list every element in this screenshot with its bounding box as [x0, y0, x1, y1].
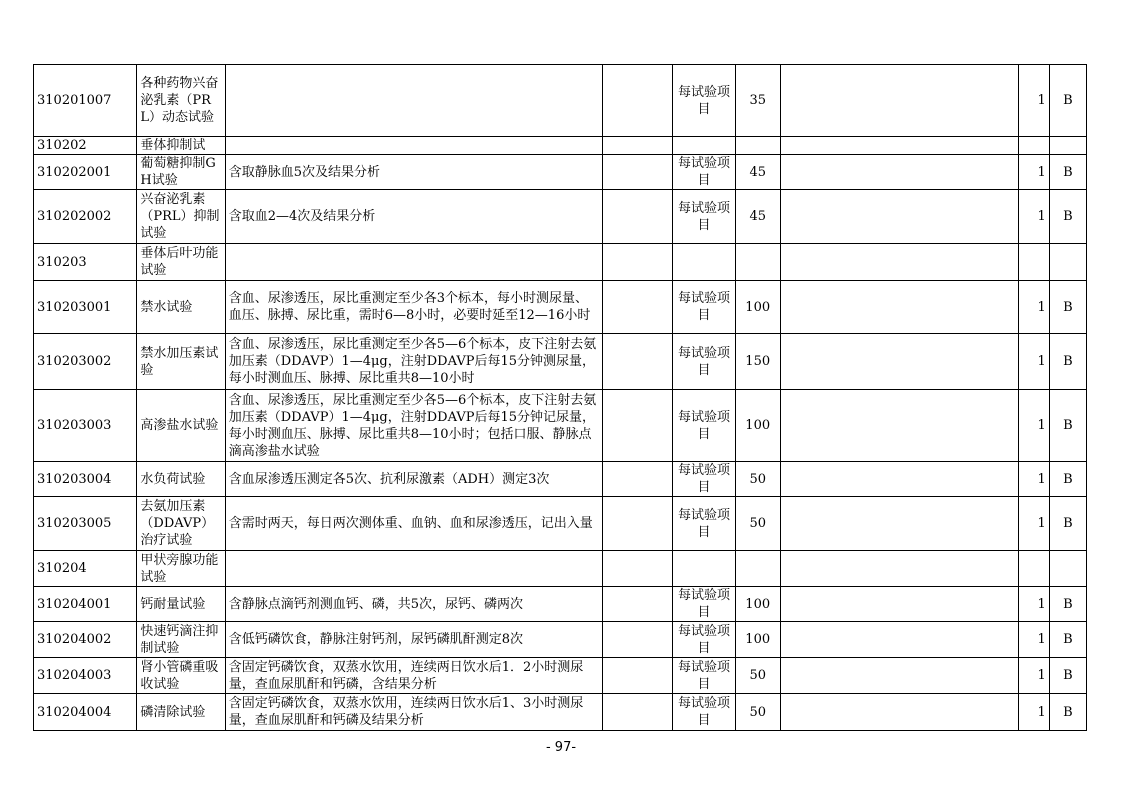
price-cell: 100: [735, 390, 780, 462]
item-name-cell: 高渗盐水试验: [137, 390, 225, 462]
note-cell: [780, 155, 1018, 190]
note-cell: [780, 462, 1018, 497]
item-content-cell: 含取静脉血5次及结果分析: [225, 155, 602, 190]
note-cell: [780, 137, 1018, 155]
table-body: [34, 65, 1087, 731]
price-cell: 100: [735, 622, 780, 658]
item-name-cell: 磷清除试验: [137, 694, 225, 731]
note-cell: [780, 658, 1018, 694]
price-cell: 100: [735, 281, 780, 334]
price-cell: [735, 551, 780, 587]
table-row: [34, 587, 1087, 622]
item-name-cell: 快速钙滴注抑制试验: [137, 622, 225, 658]
category-cell: B: [1049, 622, 1086, 658]
item-content-cell: 含需时两天，每日两次测体重、血钠、血和尿渗透压，记出入量: [225, 497, 602, 551]
item-content-cell: 含固定钙磷饮食，双蒸水饮用，连续两日饮水后1、3小时测尿量，查血尿肌酐和钙磷及结果分析: [225, 694, 602, 731]
pricing-unit-cell: 每试验项目: [673, 622, 735, 658]
level-cell: 1: [1018, 390, 1049, 462]
level-cell: 1: [1018, 587, 1049, 622]
exclusion-cell: [603, 137, 673, 155]
table-row: [34, 155, 1087, 190]
note-cell: [780, 334, 1018, 390]
price-cell: [735, 244, 780, 281]
table-row: [34, 281, 1087, 334]
item-code-cell: 310203: [34, 244, 137, 281]
price-cell: 50: [735, 694, 780, 731]
item-code-cell: 310202001: [34, 155, 137, 190]
level-cell: 1: [1018, 694, 1049, 731]
item-code-cell: 310203005: [34, 497, 137, 551]
pricing-unit-cell: 每试验项目: [673, 65, 735, 137]
note-cell: [780, 190, 1018, 244]
exclusion-cell: [603, 694, 673, 731]
note-cell: [780, 244, 1018, 281]
level-cell: 1: [1018, 497, 1049, 551]
table-row: [34, 694, 1087, 731]
item-content-cell: 含血、尿渗透压，尿比重测定至少各3个标本，每小时测尿量、血压、脉搏、尿比重，需时6—8小时，必要时延至12—16小时: [225, 281, 602, 334]
exclusion-cell: [603, 622, 673, 658]
item-name-cell: 去氨加压素（DDAVP）治疗试验: [137, 497, 225, 551]
table-row: [34, 65, 1087, 137]
exclusion-cell: [603, 497, 673, 551]
item-code-cell: 310204: [34, 551, 137, 587]
item-code-cell: 310202002: [34, 190, 137, 244]
item-content-cell: [225, 65, 602, 137]
table-row: [34, 390, 1087, 462]
price-cell: 50: [735, 497, 780, 551]
note-cell: [780, 694, 1018, 731]
category-cell: B: [1049, 190, 1086, 244]
level-cell: 1: [1018, 462, 1049, 497]
category-cell: B: [1049, 462, 1086, 497]
exclusion-cell: [603, 587, 673, 622]
item-content-cell: 含血尿渗透压测定各5次、抗利尿激素（ADH）测定3次: [225, 462, 602, 497]
category-cell: B: [1049, 694, 1086, 731]
category-cell: B: [1049, 65, 1086, 137]
note-cell: [780, 390, 1018, 462]
pricing-unit-cell: 每试验项目: [673, 497, 735, 551]
item-content-cell: [225, 137, 602, 155]
table-row: [34, 622, 1087, 658]
item-code-cell: 310204002: [34, 622, 137, 658]
item-code-cell: 310201007: [34, 65, 137, 137]
item-code-cell: 310203001: [34, 281, 137, 334]
exclusion-cell: [603, 65, 673, 137]
pricing-unit-cell: 每试验项目: [673, 694, 735, 731]
exclusion-cell: [603, 190, 673, 244]
price-cell: 50: [735, 658, 780, 694]
category-cell: B: [1049, 497, 1086, 551]
price-cell: 45: [735, 190, 780, 244]
table-row: [34, 137, 1087, 155]
level-cell: [1018, 244, 1049, 281]
table-row: [34, 497, 1087, 551]
level-cell: 1: [1018, 334, 1049, 390]
table-row: [34, 551, 1087, 587]
level-cell: 1: [1018, 622, 1049, 658]
exclusion-cell: [603, 155, 673, 190]
item-name-cell: 水负荷试验: [137, 462, 225, 497]
level-cell: 1: [1018, 155, 1049, 190]
level-cell: 1: [1018, 281, 1049, 334]
item-name-cell: 禁水试验: [137, 281, 225, 334]
category-cell: [1049, 244, 1086, 281]
level-cell: 1: [1018, 658, 1049, 694]
category-cell: B: [1049, 334, 1086, 390]
page-number: - 97-: [545, 740, 577, 755]
item-code-cell: 310202: [34, 137, 137, 155]
price-cell: 100: [735, 587, 780, 622]
item-content-cell: 含低钙磷饮食，静脉注射钙剂，尿钙磷肌酐测定8次: [225, 622, 602, 658]
note-cell: [780, 281, 1018, 334]
item-content-cell: 含血、尿渗透压，尿比重测定至少各5—6个标本，皮下注射去氨加压素（DDAVP）1—4μg，注射DDAVP后每15分钟记尿量，每小时测血压、脉搏、尿比重共8—10小时；包括口服、静脉点滴高渗盐水试验: [225, 390, 602, 462]
table-row: [34, 190, 1087, 244]
exclusion-cell: [603, 334, 673, 390]
pricing-unit-cell: 每试验项目: [673, 281, 735, 334]
pricing-unit-cell: [673, 551, 735, 587]
price-cell: 35: [735, 65, 780, 137]
note-cell: [780, 551, 1018, 587]
item-name-cell: 钙耐量试验: [137, 587, 225, 622]
price-cell: 150: [735, 334, 780, 390]
category-cell: B: [1049, 390, 1086, 462]
item-content-cell: 含固定钙磷饮食，双蒸水饮用，连续两日饮水后1．2小时测尿量，查血尿肌酐和钙磷，含结果分析: [225, 658, 602, 694]
pricing-unit-cell: 每试验项目: [673, 658, 735, 694]
category-cell: B: [1049, 658, 1086, 694]
exclusion-cell: [603, 390, 673, 462]
item-name-cell: 垂体抑制试: [137, 137, 225, 155]
item-content-cell: 含血、尿渗透压，尿比重测定至少各5—6个标本，皮下注射去氨加压素（DDAVP）1—4μg，注射DDAVP后每15分钟测尿量，每小时测血压、脉搏、尿比重共8—10小时: [225, 334, 602, 390]
item-code-cell: 310204004: [34, 694, 137, 731]
pricing-unit-cell: 每试验项目: [673, 190, 735, 244]
pricing-unit-cell: 每试验项目: [673, 334, 735, 390]
level-cell: 1: [1018, 190, 1049, 244]
item-name-cell: 葡萄糖抑制GH试验: [137, 155, 225, 190]
pricing-unit-cell: 每试验项目: [673, 587, 735, 622]
price-cell: [735, 137, 780, 155]
table-row: [34, 462, 1087, 497]
pricing-unit-cell: [673, 244, 735, 281]
table-row: [34, 244, 1087, 281]
category-cell: [1049, 551, 1086, 587]
item-code-cell: 310203004: [34, 462, 137, 497]
note-cell: [780, 587, 1018, 622]
note-cell: [780, 497, 1018, 551]
exclusion-cell: [603, 462, 673, 497]
category-cell: B: [1049, 281, 1086, 334]
note-cell: [780, 622, 1018, 658]
category-cell: B: [1049, 587, 1086, 622]
category-cell: B: [1049, 155, 1086, 190]
item-name-cell: 各种药物兴奋泌乳素（PRL）动态试验: [137, 65, 225, 137]
price-cell: 50: [735, 462, 780, 497]
pricing-unit-cell: [673, 137, 735, 155]
item-name-cell: 禁水加压素试验: [137, 334, 225, 390]
item-content-cell: 含取血2—4次及结果分析: [225, 190, 602, 244]
exclusion-cell: [603, 244, 673, 281]
level-cell: 1: [1018, 65, 1049, 137]
item-name-cell: 垂体后叶功能试验: [137, 244, 225, 281]
pricing-unit-cell: 每试验项目: [673, 462, 735, 497]
item-name-cell: 兴奋泌乳素（PRL）抑制试验: [137, 190, 225, 244]
pricing-unit-cell: 每试验项目: [673, 390, 735, 462]
item-name-cell: 肾小管磷重吸收试验: [137, 658, 225, 694]
exclusion-cell: [603, 281, 673, 334]
item-code-cell: 310203003: [34, 390, 137, 462]
table-row: [34, 334, 1087, 390]
exclusion-cell: [603, 658, 673, 694]
item-content-cell: [225, 551, 602, 587]
fee-table: [33, 64, 1087, 731]
item-content-cell: [225, 244, 602, 281]
exclusion-cell: [603, 551, 673, 587]
item-name-cell: 甲状旁腺功能试验: [137, 551, 225, 587]
category-cell: [1049, 137, 1086, 155]
item-code-cell: 310204003: [34, 658, 137, 694]
level-cell: [1018, 137, 1049, 155]
level-cell: [1018, 551, 1049, 587]
note-cell: [780, 65, 1018, 137]
price-cell: 45: [735, 155, 780, 190]
item-code-cell: 310204001: [34, 587, 137, 622]
item-code-cell: 310203002: [34, 334, 137, 390]
table-row: [34, 658, 1087, 694]
pricing-unit-cell: 每试验项目: [673, 155, 735, 190]
item-content-cell: 含静脉点滴钙剂测血钙、磷，共5次，尿钙、磷两次: [225, 587, 602, 622]
